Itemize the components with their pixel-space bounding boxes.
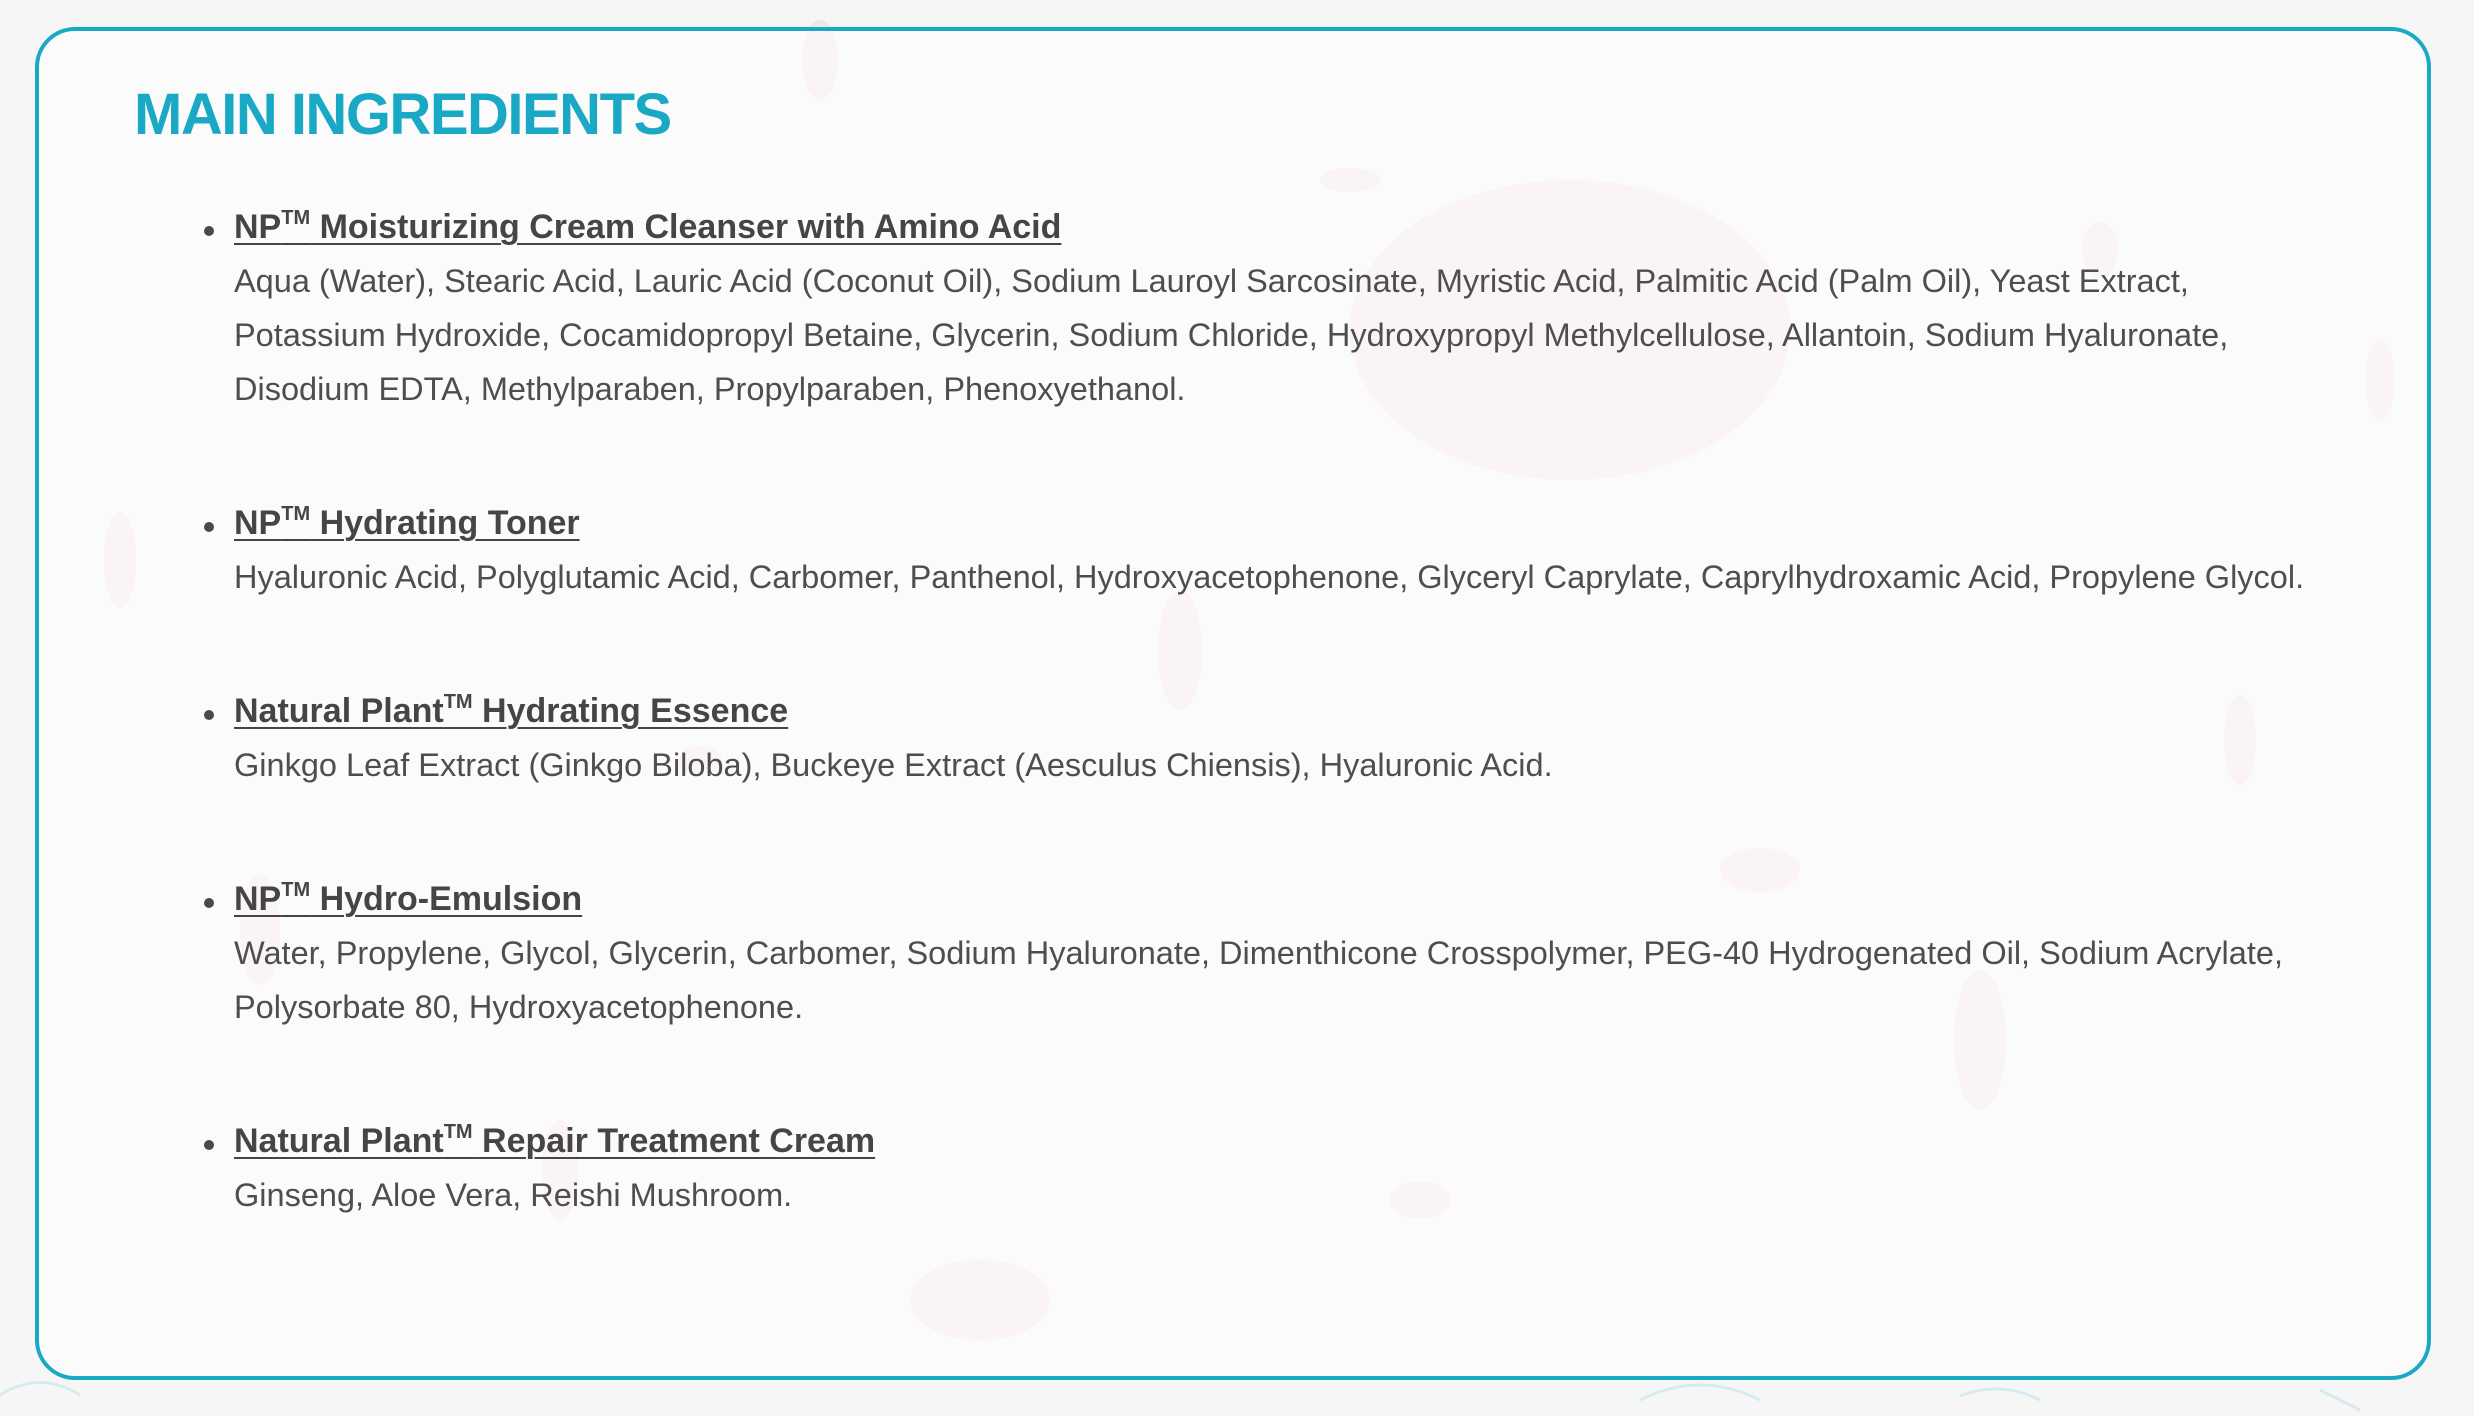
product-name-suffix: Hydrating Essence — [472, 692, 789, 730]
product-name-prefix: NP — [234, 880, 282, 918]
product-name-prefix: NP — [234, 208, 282, 246]
list-item — [200, 200, 2330, 416]
product-ingredients: Ginseng, Aloe Vera, Reishi Mushroom. — [234, 1177, 793, 1213]
product-name-suffix: Repair Treatment Cream — [472, 1122, 876, 1160]
product-name-prefix: Natural Plant — [234, 1122, 444, 1160]
trademark-mark: TM — [281, 879, 311, 901]
list-item — [200, 872, 2330, 1034]
list-item — [200, 684, 2330, 792]
product-name-prefix: NP — [234, 504, 282, 542]
list-item — [200, 1114, 2330, 1222]
product-name-link[interactable] — [234, 496, 2330, 550]
trademark-mark: TM — [281, 503, 311, 525]
product-ingredients: Aqua (Water), Stearic Acid, Lauric Acid (Coconut Oil), Sodium Lauroyl Sarcosinate, Myristic Acid, Palmitic Acid (Palm Oil), Yeast Extract, Potassium Hydroxide, Cocamidopropyl Betaine, Glycerin, Sodium Chloride, Hydroxypropyl Methylcellulose, Allantoin, Sodium Hyaluronate, Disodium EDTA, Methylparaben, Propylparaben, Phenoxyethanol. — [234, 263, 2229, 407]
product-ingredients: Water, Propylene, Glycol, Glycerin, Carbomer, Sodium Hyaluronate, Dimenthicone Crosspolymer, PEG-40 Hydrogenated Oil, Sodium Acrylate, Polysorbate 80, Hydroxyacetophenone. — [234, 935, 2283, 1025]
product-name-suffix: Moisturizing Cream Cleanser with Amino Acid — [310, 208, 1062, 246]
product-name-prefix: Natural Plant — [234, 692, 444, 730]
product-ingredients: Hyaluronic Acid, Polyglutamic Acid, Carbomer, Panthenol, Hydroxyacetophenone, Glyceryl Caprylate, Caprylhydroxamic Acid, Propylene Glycol. — [234, 559, 2305, 595]
section-title: MAIN INGREDIENTS — [134, 82, 671, 147]
trademark-mark: TM — [281, 207, 311, 229]
trademark-mark: TM — [443, 691, 473, 713]
product-ingredients: Ginkgo Leaf Extract (Ginkgo Biloba), Buckeye Extract (Aesculus Chiensis), Hyaluronic Acid. — [234, 747, 1553, 783]
product-name-suffix: Hydro-Emulsion — [310, 880, 583, 918]
product-name-link[interactable] — [234, 872, 2330, 926]
ingredient-list — [200, 200, 2330, 1302]
product-name-link[interactable] — [234, 200, 2330, 254]
product-name-link[interactable] — [234, 1114, 2330, 1168]
list-item — [200, 496, 2330, 604]
product-name-link[interactable] — [234, 684, 2330, 738]
trademark-mark: TM — [443, 1121, 473, 1143]
product-name-suffix: Hydrating Toner — [310, 504, 580, 542]
